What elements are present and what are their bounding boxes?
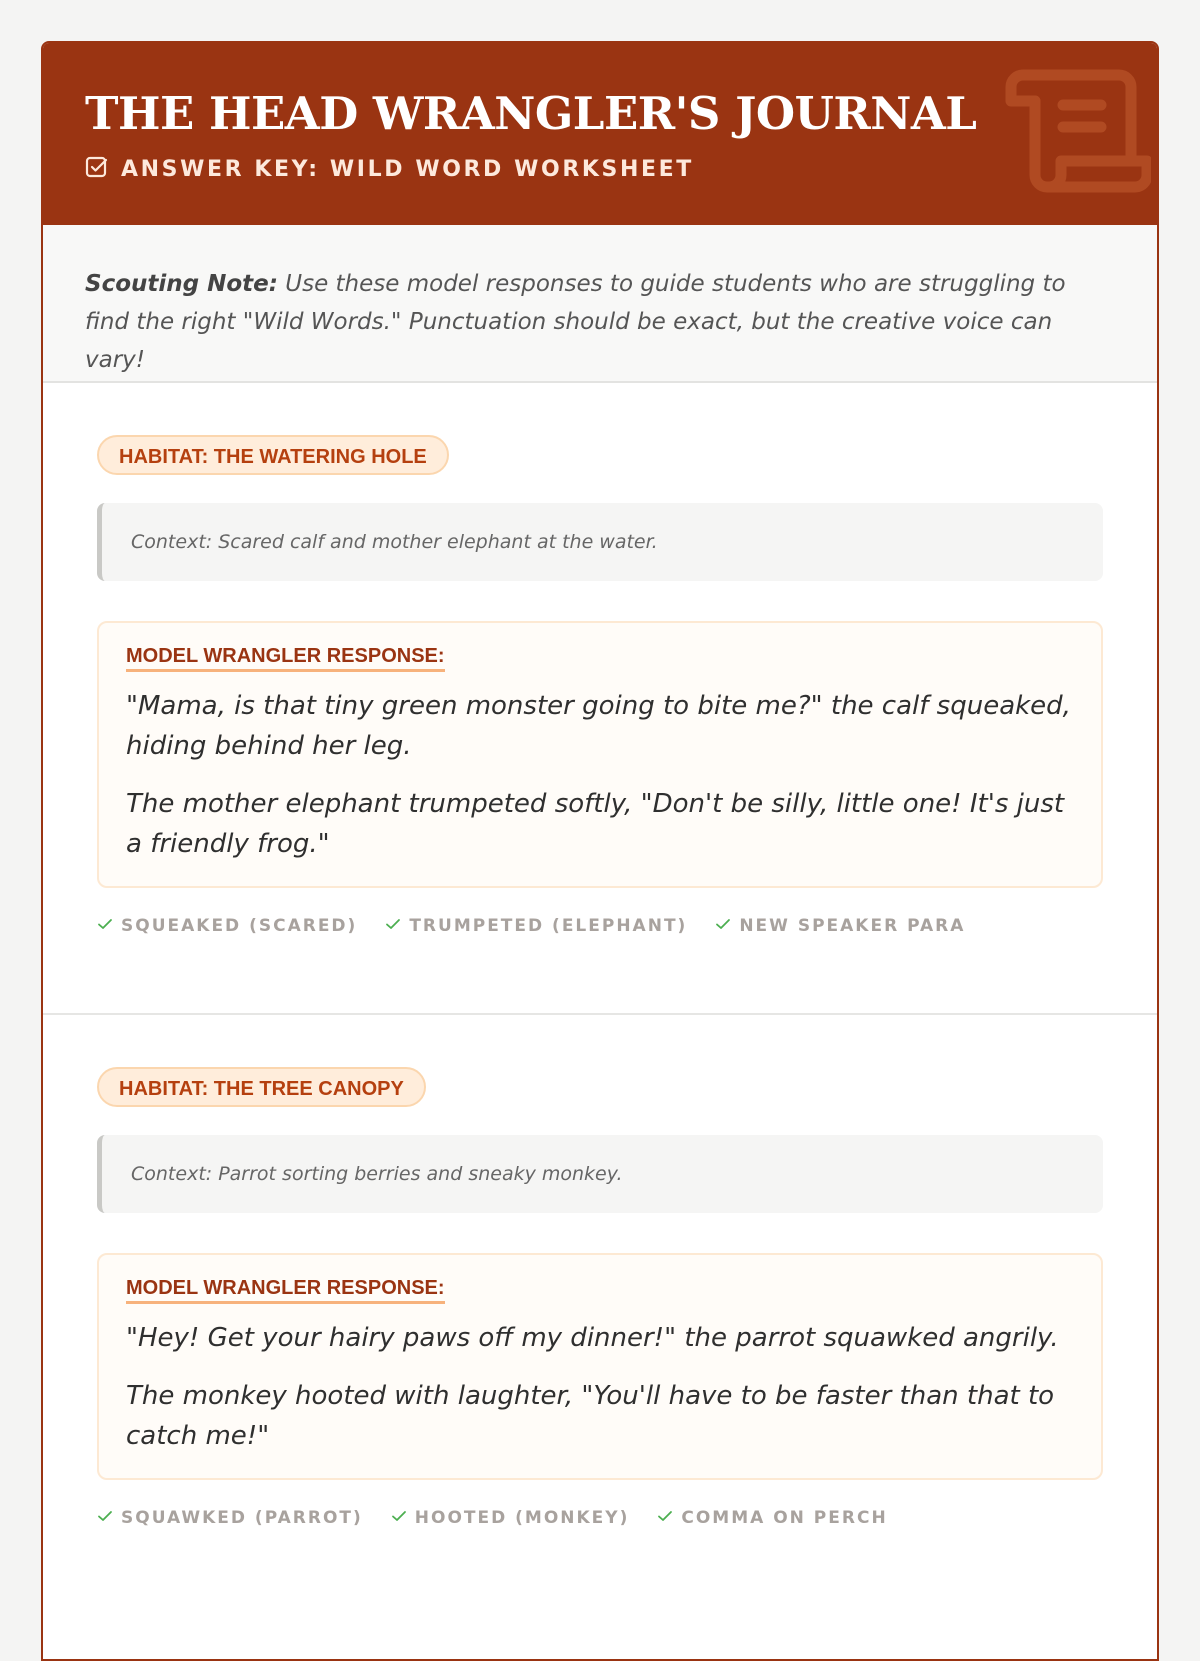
model-response-box [97,621,1103,888]
check-label: HOOTED (MONKEY) [414,1508,630,1528]
check-label: TRUMPETED (ELEPHANT) [409,916,688,936]
check-label: SQUAWKED (PARROT) [121,1508,363,1528]
context-box [97,1135,1103,1213]
check-item [391,1508,630,1528]
context-box [97,503,1103,581]
page-title: THE HEAD WRANGLER'S JOURNAL [85,87,977,140]
note-label: Scouting Note: [85,271,278,297]
context-text: Context: Parrot sorting berries and sneaky monkey. [131,1163,623,1185]
checkbox-icon [85,155,109,183]
check-label: SQUEAKED (SCARED) [121,916,358,936]
checkmark-icon [391,1508,407,1528]
habitat-section [43,1015,1157,1528]
context-text: Context: Scared calf and mother elephant at the water. [131,531,658,553]
checkmark-icon [715,916,731,936]
scroll-icon [1001,57,1151,201]
response-label: MODEL WRANGLER RESPONSE: [126,1277,445,1304]
checkmark-icon [97,1508,113,1528]
checkmark-icon [385,916,401,936]
note-text: Use these model responses to guide students who are struggling to find the right "Wild Words." Punctuation should be exact, but the creative voice can vary! [85,271,1066,373]
check-label: COMMA ON PERCH [681,1508,888,1528]
habitat-badge: HABITAT: THE WATERING HOLE [97,435,449,475]
checkmark-icon [97,916,113,936]
response-paragraph: "Hey! Get your hairy paws off my dinner!" the parrot squawked angrily. [126,1323,1059,1353]
check-item [385,916,687,936]
response-paragraph: The mother elephant trumpeted softly, "Don't be silly, little one! It's just a friendly frog." [126,789,1065,859]
check-item [657,1508,887,1528]
checklist [97,1508,1103,1528]
check-item [715,916,965,936]
check-item [97,1508,363,1528]
check-label: NEW SPEAKER PARA [739,916,966,936]
habitat-section [43,383,1157,1015]
journal-header [43,43,1157,225]
response-label: MODEL WRANGLER RESPONSE: [126,645,445,672]
checkmark-icon [657,1508,673,1528]
page-subtitle: ANSWER KEY: WILD WORD WORKSHEET [121,156,694,182]
response-paragraph: The monkey hooted with laughter, "You'll have to be faster than that to catch me!" [126,1381,1055,1451]
check-item [97,916,357,936]
scouting-note [43,225,1157,383]
response-paragraph: "Mama, is that tiny green monster going to bite me?" the calf squeaked, hiding behind her leg. [126,691,1071,761]
habitat-badge: HABITAT: THE TREE CANOPY [97,1067,426,1107]
checklist [97,916,1103,936]
model-response-box [97,1253,1103,1480]
subtitle-row [85,155,694,183]
answer-key-card [41,41,1159,1661]
